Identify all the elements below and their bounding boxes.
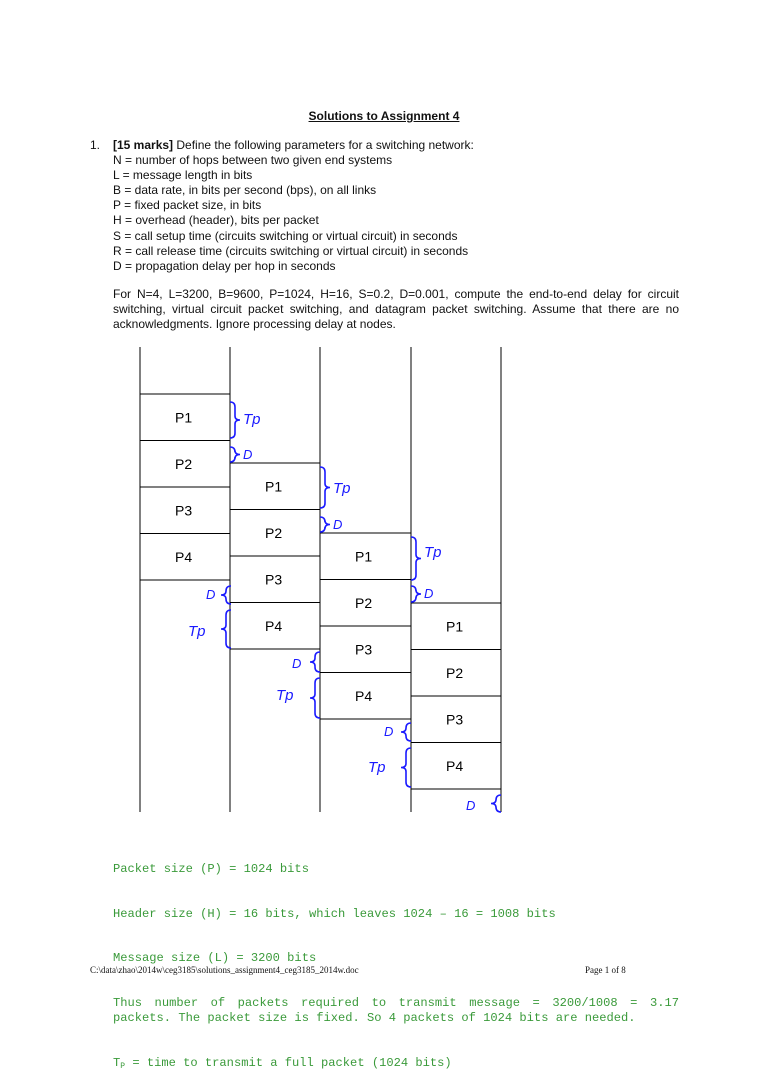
d-label: D: [206, 587, 216, 602]
packet-label: P2: [175, 455, 193, 472]
packet-label: P3: [265, 571, 283, 588]
packet-label: P1: [446, 618, 464, 635]
tp-subscript: P: [120, 1061, 126, 1071]
packet-label: P3: [446, 711, 464, 728]
tp-definition-text: = time to transmit a full packet (1024 bits): [125, 1055, 452, 1070]
note-tp-definition: [113, 1056, 679, 1075]
d-label: D: [466, 798, 476, 813]
question-number: 1.: [90, 138, 101, 152]
packet-label: P1: [265, 478, 283, 495]
note-message-size: Message size (L) = 3200 bits: [113, 951, 317, 966]
tp-brace: [230, 402, 240, 438]
packet-label: P4: [355, 687, 373, 704]
solution-notes: [113, 832, 679, 1089]
tp-label: Tp: [333, 480, 351, 497]
definition-b: B = data rate, in bits per second (bps), on all links: [113, 183, 377, 198]
d-brace: [310, 652, 320, 672]
packet-label: P4: [175, 548, 193, 565]
tp-brace: [310, 678, 320, 718]
tp-label: Tp: [188, 623, 206, 640]
packet-label: P4: [265, 617, 283, 634]
page-title: Solutions to Assignment 4: [308, 109, 460, 123]
packet-label: P1: [175, 409, 193, 426]
note-packet-size: Packet size (P) = 1024 bits: [113, 861, 309, 876]
definition-h: H = overhead (header), bits per packet: [113, 213, 319, 228]
footer-page-number: Page 1 of 8: [585, 965, 626, 975]
d-brace: [411, 586, 421, 602]
tp-label: Tp: [368, 759, 386, 776]
definition-p: P = fixed packet size, in bits: [113, 198, 262, 213]
packet-label: P4: [446, 757, 464, 774]
definition-d: D = propagation delay per hop in seconds: [113, 258, 336, 273]
question-intro: Define the following parameters for a switching network:: [173, 138, 474, 152]
tp-label: Tp: [276, 687, 294, 704]
problem-statement: For N=4, L=3200, B=9600, P=1024, H=16, S=0.2, D=0.001, compute the end-to-end delay for circuit switching, virtual circuit packet switching, and datagram packet switching. Assume that there are no acknowledgments. Ignore processing delay at nodes.: [113, 287, 679, 332]
marks-label: [15 marks]: [113, 138, 174, 152]
d-label: D: [384, 724, 394, 739]
tp-brace: [320, 467, 330, 508]
tp-brace: [401, 748, 411, 787]
definition-s: S = call setup time (circuits switching or virtual circuit) in seconds: [113, 228, 458, 243]
tp-brace: [411, 537, 421, 580]
tp-symbol: T: [113, 1055, 121, 1070]
d-label: D: [243, 447, 253, 462]
packet-label: P2: [446, 664, 464, 681]
definition-n: N = number of hops between two given end systems: [113, 153, 393, 168]
footer-file-path: C:\data\zhao\2014w\ceg3185\solutions_assignment4_ceg3185_2014w.doc: [90, 965, 359, 975]
note-packet-count: Thus number of packets required to transmit message = 3200/1008 = 3.17 packets. The packet size is fixed. So 4 packets of 1024 bits are needed.: [113, 995, 679, 1025]
tp-label: Tp: [243, 411, 261, 428]
packet-label: P2: [355, 594, 373, 611]
note-header-size: Header size (H) = 16 bits, which leaves 1024 – 16 = 1008 bits: [113, 906, 556, 921]
packet-label: P2: [265, 524, 283, 541]
definition-r: R = call release time (circuits switching or virtual circuit) in seconds: [113, 243, 469, 258]
definition-l: L = message length in bits: [113, 168, 253, 183]
d-brace: [320, 517, 330, 532]
d-label: D: [292, 656, 302, 671]
d-label: D: [424, 586, 434, 601]
d-brace: [230, 447, 240, 462]
packet-label: P3: [355, 641, 373, 658]
packet-label: P1: [355, 548, 373, 565]
d-label: D: [333, 517, 343, 532]
packet-label: P3: [175, 502, 193, 519]
tp-label: Tp: [424, 544, 442, 561]
d-brace: [491, 795, 501, 812]
d-brace: [401, 723, 411, 741]
